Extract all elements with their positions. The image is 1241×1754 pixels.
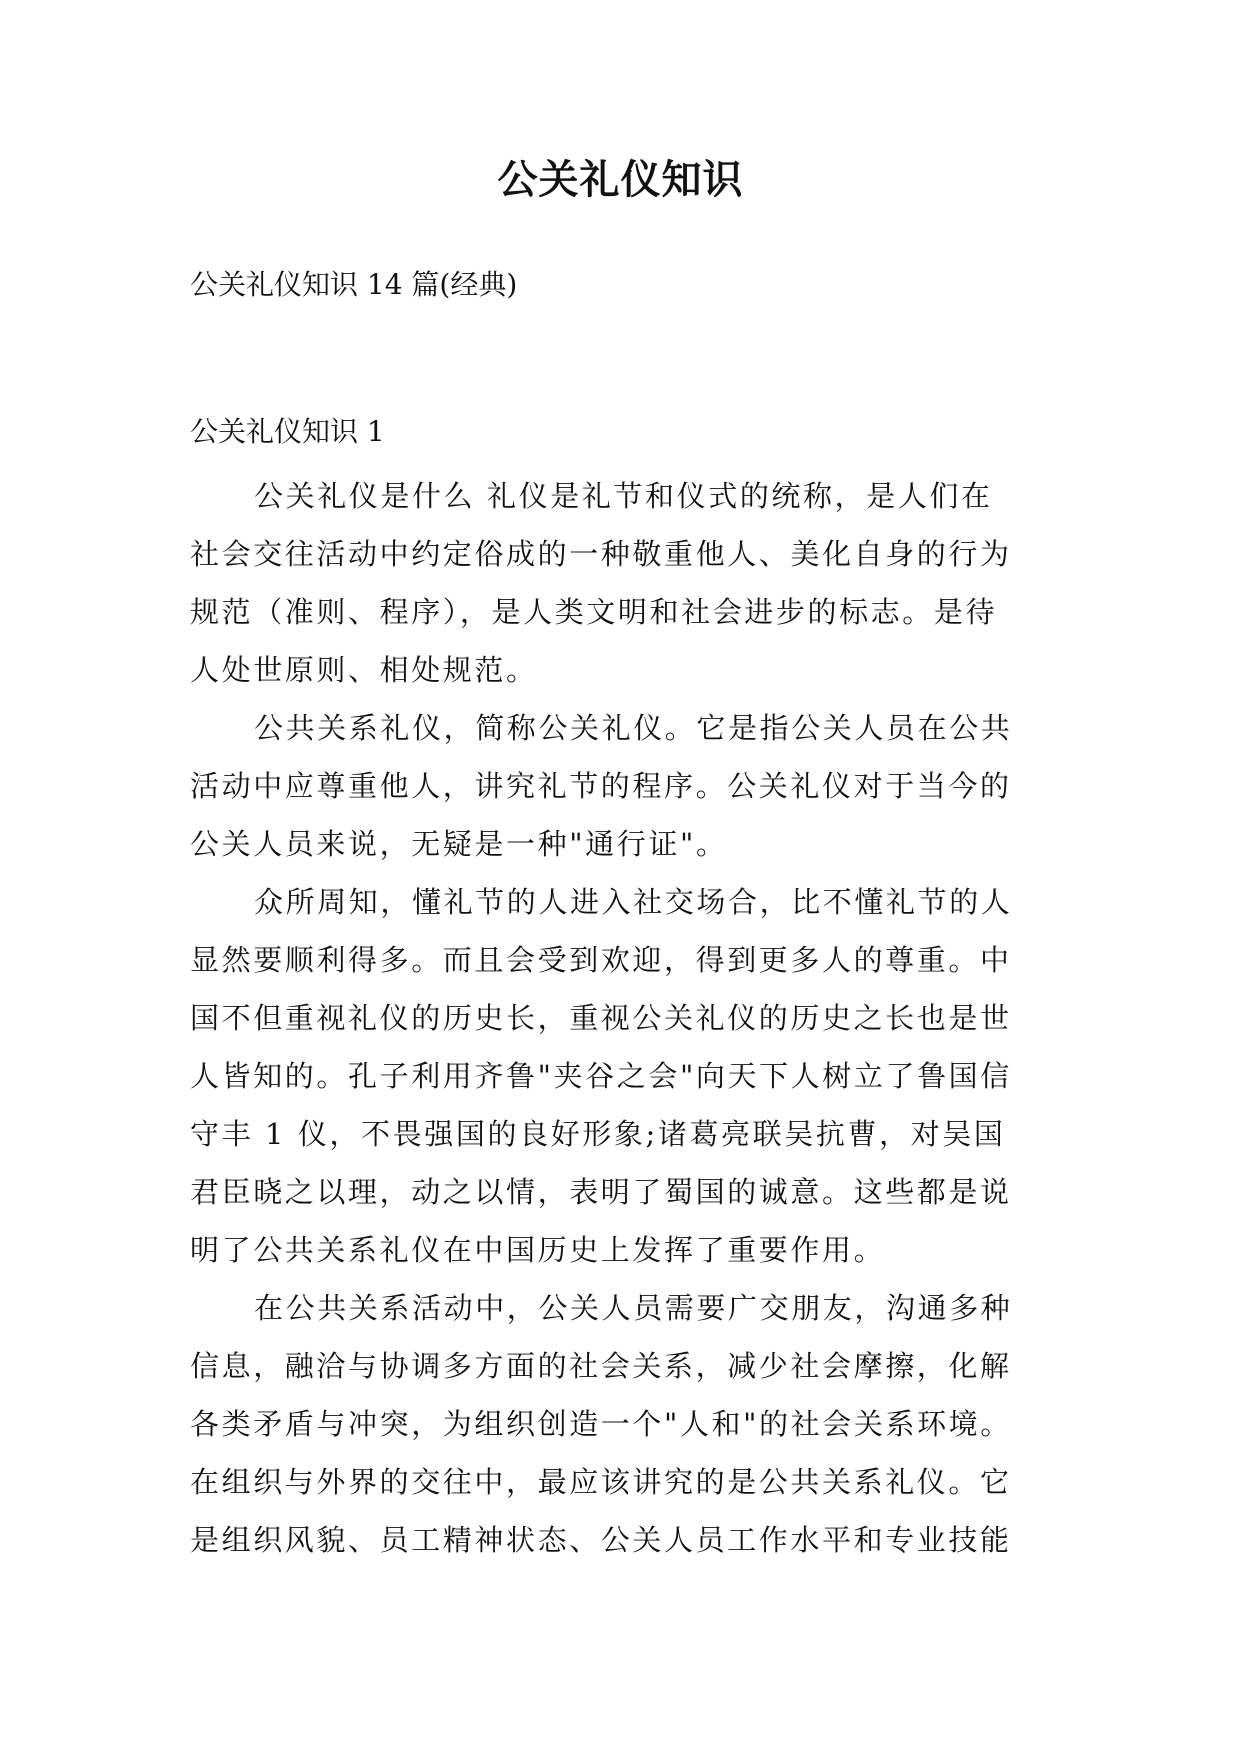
paragraph-line: 公关礼仪是什么 礼仪是礼节和仪式的统称，是人们在 [254,479,993,513]
paragraph [190,1279,1090,1569]
paragraph-line: 人处世原则、相处规范。 [190,653,538,687]
paragraph-line: 显然要顺利得多。而且会受到欢迎，得到更多人的尊重。中 [190,943,1012,977]
document-title: 公关礼仪知识 [497,156,744,203]
paragraph-line: 公关人员来说，无疑是一种"通行证"。 [190,827,728,861]
paragraph-line: 规范（准则、程序），是人类文明和社会进步的标志。是待 [190,595,998,629]
paragraph-line: 信息，融洽与协调多方面的社会关系，减少社会摩擦，化解 [190,1349,1012,1383]
paragraph-line: 明了公共关系礼仪在中国历史上发挥了重要作用。 [190,1233,886,1267]
paragraph [190,873,1090,1279]
paragraph-line: 国不但重视礼仪的历史长，重视公关礼仪的历史之长也是世 [190,1001,1012,1035]
paragraph-line: 公共关系礼仪，简称公关礼仪。它是指公关人员在公共 [254,711,1013,745]
body-text [190,467,1090,1569]
paragraph [190,699,1090,873]
paragraph-line: 君臣晓之以理，动之以情，表明了蜀国的诚意。这些都是说 [190,1175,1012,1209]
paragraph-line: 活动中应尊重他人，讲究礼节的程序。公关礼仪对于当今的 [190,769,1012,803]
paragraph-line: 在公共关系活动中，公关人员需要广交朋友，沟通多种 [254,1291,1013,1325]
paragraph-line: 是组织风貌、员工精神状态、公关人员工作水平和专业技能 [190,1523,1012,1557]
paragraph-line: 在组织与外界的交往中，最应该讲究的是公共关系礼仪。它 [190,1465,1012,1499]
paragraph-line: 各类矛盾与冲突，为组织创造一个"人和"的社会关系环境。 [190,1407,1012,1441]
paragraph [190,467,1090,699]
paragraph-line: 众所周知，懂礼节的人进入社交场合，比不懂礼节的人 [254,885,1013,919]
paragraph-line: 社会交往活动中约定俗成的一种敬重他人、美化自身的行为 [190,537,1012,571]
paragraph-line: 守丰 1 仪，不畏强国的良好形象;诸葛亮联吴抗曹，对吴国 [190,1117,1006,1151]
paragraph-line: 人皆知的。孔子利用齐鲁"夹谷之会"向天下人树立了鲁国信 [190,1059,1012,1093]
document-subtitle: 公关礼仪知识 14 篇(经典) [190,268,518,301]
section-heading: 公关礼仪知识 1 [190,415,385,448]
